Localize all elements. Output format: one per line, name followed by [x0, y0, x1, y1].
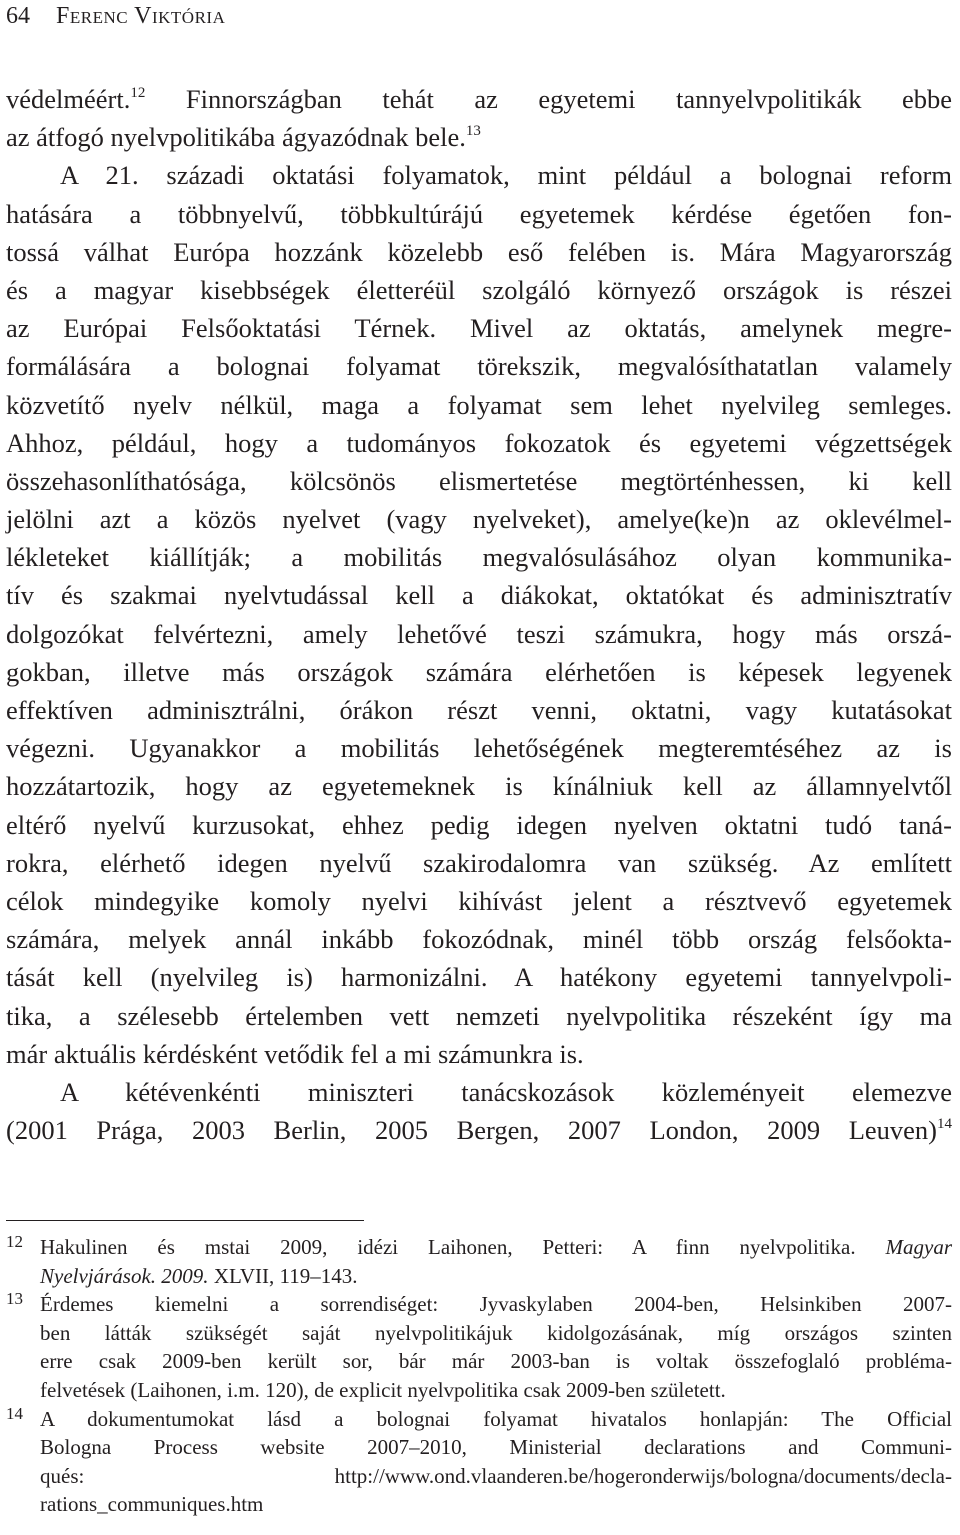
body-line-text: közvetítő nyelv nélkül, maga a folyamat sem lehet nyelvileg semleges.: [6, 389, 952, 420]
body-line: [6, 1035, 952, 1073]
body-line-text: védelméért.: [6, 84, 131, 114]
body-line: [6, 653, 952, 691]
body-line-text: hozzátartozik, hogy az egyetemeknek is kínálniuk kell az államnyelvtől: [6, 771, 952, 802]
footnote-line: [40, 1319, 952, 1348]
body-line: [6, 844, 952, 882]
page-number: 64: [6, 3, 30, 29]
body-line-text: végezni. Ugyanakkor a mobilitás lehetőségének megteremtéséhez az is: [6, 733, 952, 764]
body-line: [6, 538, 952, 576]
footnote-number: 14: [6, 1403, 23, 1423]
footnote-number: 13: [6, 1289, 23, 1309]
footnote-line: [40, 1405, 952, 1434]
footnote-italic-text: Nyelvjárások. 2009.: [40, 1263, 209, 1288]
body-line-text: célok mindegyike komoly nyelvi kihívást jelent a résztvevő egyetemek: [6, 885, 952, 916]
running-head: [6, 2, 225, 30]
body-line-text: lékleteket kiállítják; a mobilitás megvalósulásához olyan kommunika-: [6, 542, 952, 573]
footnote-italic-text: Magyar: [885, 1235, 952, 1259]
body-line: [6, 806, 952, 844]
body-line-text: az átfogó nyelvpolitikába ágyazódnak bele.: [6, 122, 466, 153]
body-line: [6, 576, 952, 614]
body-line-text: tását kell (nyelvileg is) harmonizálni. A hatékony egyetemi tannyelvpoli-: [6, 962, 952, 993]
body-line-text: (2001 Prága, 2003 Berlin, 2005 Bergen, 2007 London, 2009 Leuven): [6, 1115, 937, 1146]
body-line: [6, 997, 952, 1035]
body-line: [6, 462, 952, 500]
footnote-line: [40, 1290, 952, 1319]
body-line-text: A kétévenkénti miniszteri tanácskozások közleményeit elemezve: [60, 1076, 952, 1107]
body-line: [6, 233, 952, 271]
body-line-text: eltérő nyelvű kurzusokat, ehhez pedig idegen nyelven oktatni tudó taná-: [6, 809, 952, 840]
body-line: [6, 309, 952, 347]
body-line: [6, 500, 952, 538]
body-line-text: Ahhoz, például, hogy a tudományos fokozatok és egyetemi végzettségek: [6, 427, 952, 458]
body-line: [6, 347, 952, 385]
footnote-ref: 12: [130, 85, 146, 101]
footnote-ref: 13: [465, 123, 481, 140]
body-line: [6, 958, 952, 996]
body-line: [6, 615, 952, 653]
body-line-text: jelölni azt a közös nyelvet (vagy nyelveket), amelye(ke)n az oklevélmel-: [6, 504, 952, 535]
footnote-line: [40, 1462, 952, 1491]
body-line-text: rokra, elérhető idegen nyelvű szakirodalomra van szükség. Az említett: [6, 847, 952, 878]
body-line: [6, 1111, 952, 1149]
body-line-text: számára, melyek annál inkább fokozódnak, minél több ország felsőokta-: [6, 924, 952, 955]
body-line-text: összehasonlíthatósága, kölcsönös elismertetése megtörténhessen, ki kell: [6, 465, 952, 496]
body-line: [6, 767, 952, 805]
body-line: [6, 156, 952, 194]
footnote: [6, 1405, 952, 1519]
body-line-text-after: Finnországban tehát az egyetemi tannyelvpolitikák ebbe: [145, 84, 952, 114]
footnote-text: Bologna Process website 2007–2010, Ministerial declarations and Communi-: [40, 1435, 952, 1460]
footnote: [6, 1290, 952, 1404]
footnote-line: [40, 1262, 952, 1291]
footnote-text: Hakulinen és mstai 2009, idézi Laihonen, Petteri: A finn nyelvpolitika.: [40, 1235, 886, 1259]
footnote-line: [40, 1233, 952, 1262]
footnote-line: [40, 1433, 952, 1462]
footnote-ref: 14: [937, 1116, 952, 1133]
body-line: [6, 691, 952, 729]
running-head-author: Ferenc Viktória: [56, 3, 226, 29]
body-line: [6, 118, 952, 156]
body-line: [6, 80, 952, 118]
body-line-text: tív és szakmai nyelvtudással kell a diákokat, oktatókat és adminisztratív: [6, 580, 952, 611]
body-line: [6, 195, 952, 233]
body-line: [6, 1073, 952, 1111]
footnote-text-after: XLVII, 119–143.: [208, 1263, 358, 1288]
body-line-text: tika, a szélesebb értelemben vett nemzeti nyelvpolitika részeként így ma: [6, 1000, 952, 1031]
body-line: [6, 920, 952, 958]
body-line-text: effektíven adminisztrálni, órákon részt venni, oktatni, vagy kutatásokat: [6, 695, 952, 725]
body-line-text: dolgozókat felvértezni, amely lehetővé teszi számukra, hogy más orszá-: [6, 618, 952, 649]
body-line: [6, 729, 952, 767]
body-line-text: és a magyar kisebbségek életteréül szolgáló környező országok is részei: [6, 274, 952, 305]
footnotes: [6, 1233, 952, 1519]
body-line-text: gokban, illetve más országok számára elérhetően is képesek legyenek: [6, 656, 952, 687]
footnote: [6, 1233, 952, 1290]
body-line: [6, 386, 952, 424]
footnote-text: erre csak 2009-ben került sor, bár már 2003-ban is voltak összefoglaló probléma-: [40, 1349, 952, 1374]
footnote-line: [40, 1347, 952, 1376]
body-line-text: formálására a bolognai folyamat törekszik, megvalósíthatatlan valamely: [6, 351, 952, 382]
footnote-separator: [6, 1220, 364, 1221]
footnote-text: felvetések (Laihonen, i.m. 120), de explicit nyelvpolitika csak 2009-ben született.: [40, 1377, 726, 1402]
footnote-text: A dokumentumokat lásd a bolognai folyamat hivatalos honlapján: The Official: [40, 1406, 952, 1431]
body-line-text: tossá válhat Európa hozzánk közelebb eső felében is. Mára Magyarország: [6, 236, 952, 267]
body-line-text: már aktuális kérdésként vetődik fel a mi számunkra is.: [6, 1038, 584, 1069]
body-line: [6, 882, 952, 920]
footnote-text: ben látták szükségét saját nyelvpolitikájuk kidolgozásának, míg országos szinten: [40, 1320, 952, 1345]
body-text: [6, 80, 952, 1149]
footnote-line: [40, 1490, 952, 1519]
body-line-text: hatására a többnyelvű, többkultúrájú egyetemek kérdése égetően fon-: [6, 198, 952, 229]
body-line: [6, 271, 952, 309]
footnote-line: [40, 1376, 952, 1405]
footnote-number: 12: [6, 1232, 23, 1251]
body-line-text: A 21. századi oktatási folyamatok, mint például a bolognai reform: [60, 160, 952, 191]
footnote-text: qués: http://www.ond.vlaanderen.be/hogeronderwijs/bologna/documents/decla-: [40, 1463, 952, 1488]
footnote-text: rations_communiques.htm: [40, 1492, 264, 1517]
footnote-text: Érdemes kiemelni a sorrendiséget: Jyvaskylaben 2004-ben, Helsinkiben 2007-: [40, 1292, 952, 1317]
body-line: [6, 424, 952, 462]
body-line-text: az Európai Felsőoktatási Térnek. Mivel az oktatás, amelynek megre-: [6, 313, 952, 344]
